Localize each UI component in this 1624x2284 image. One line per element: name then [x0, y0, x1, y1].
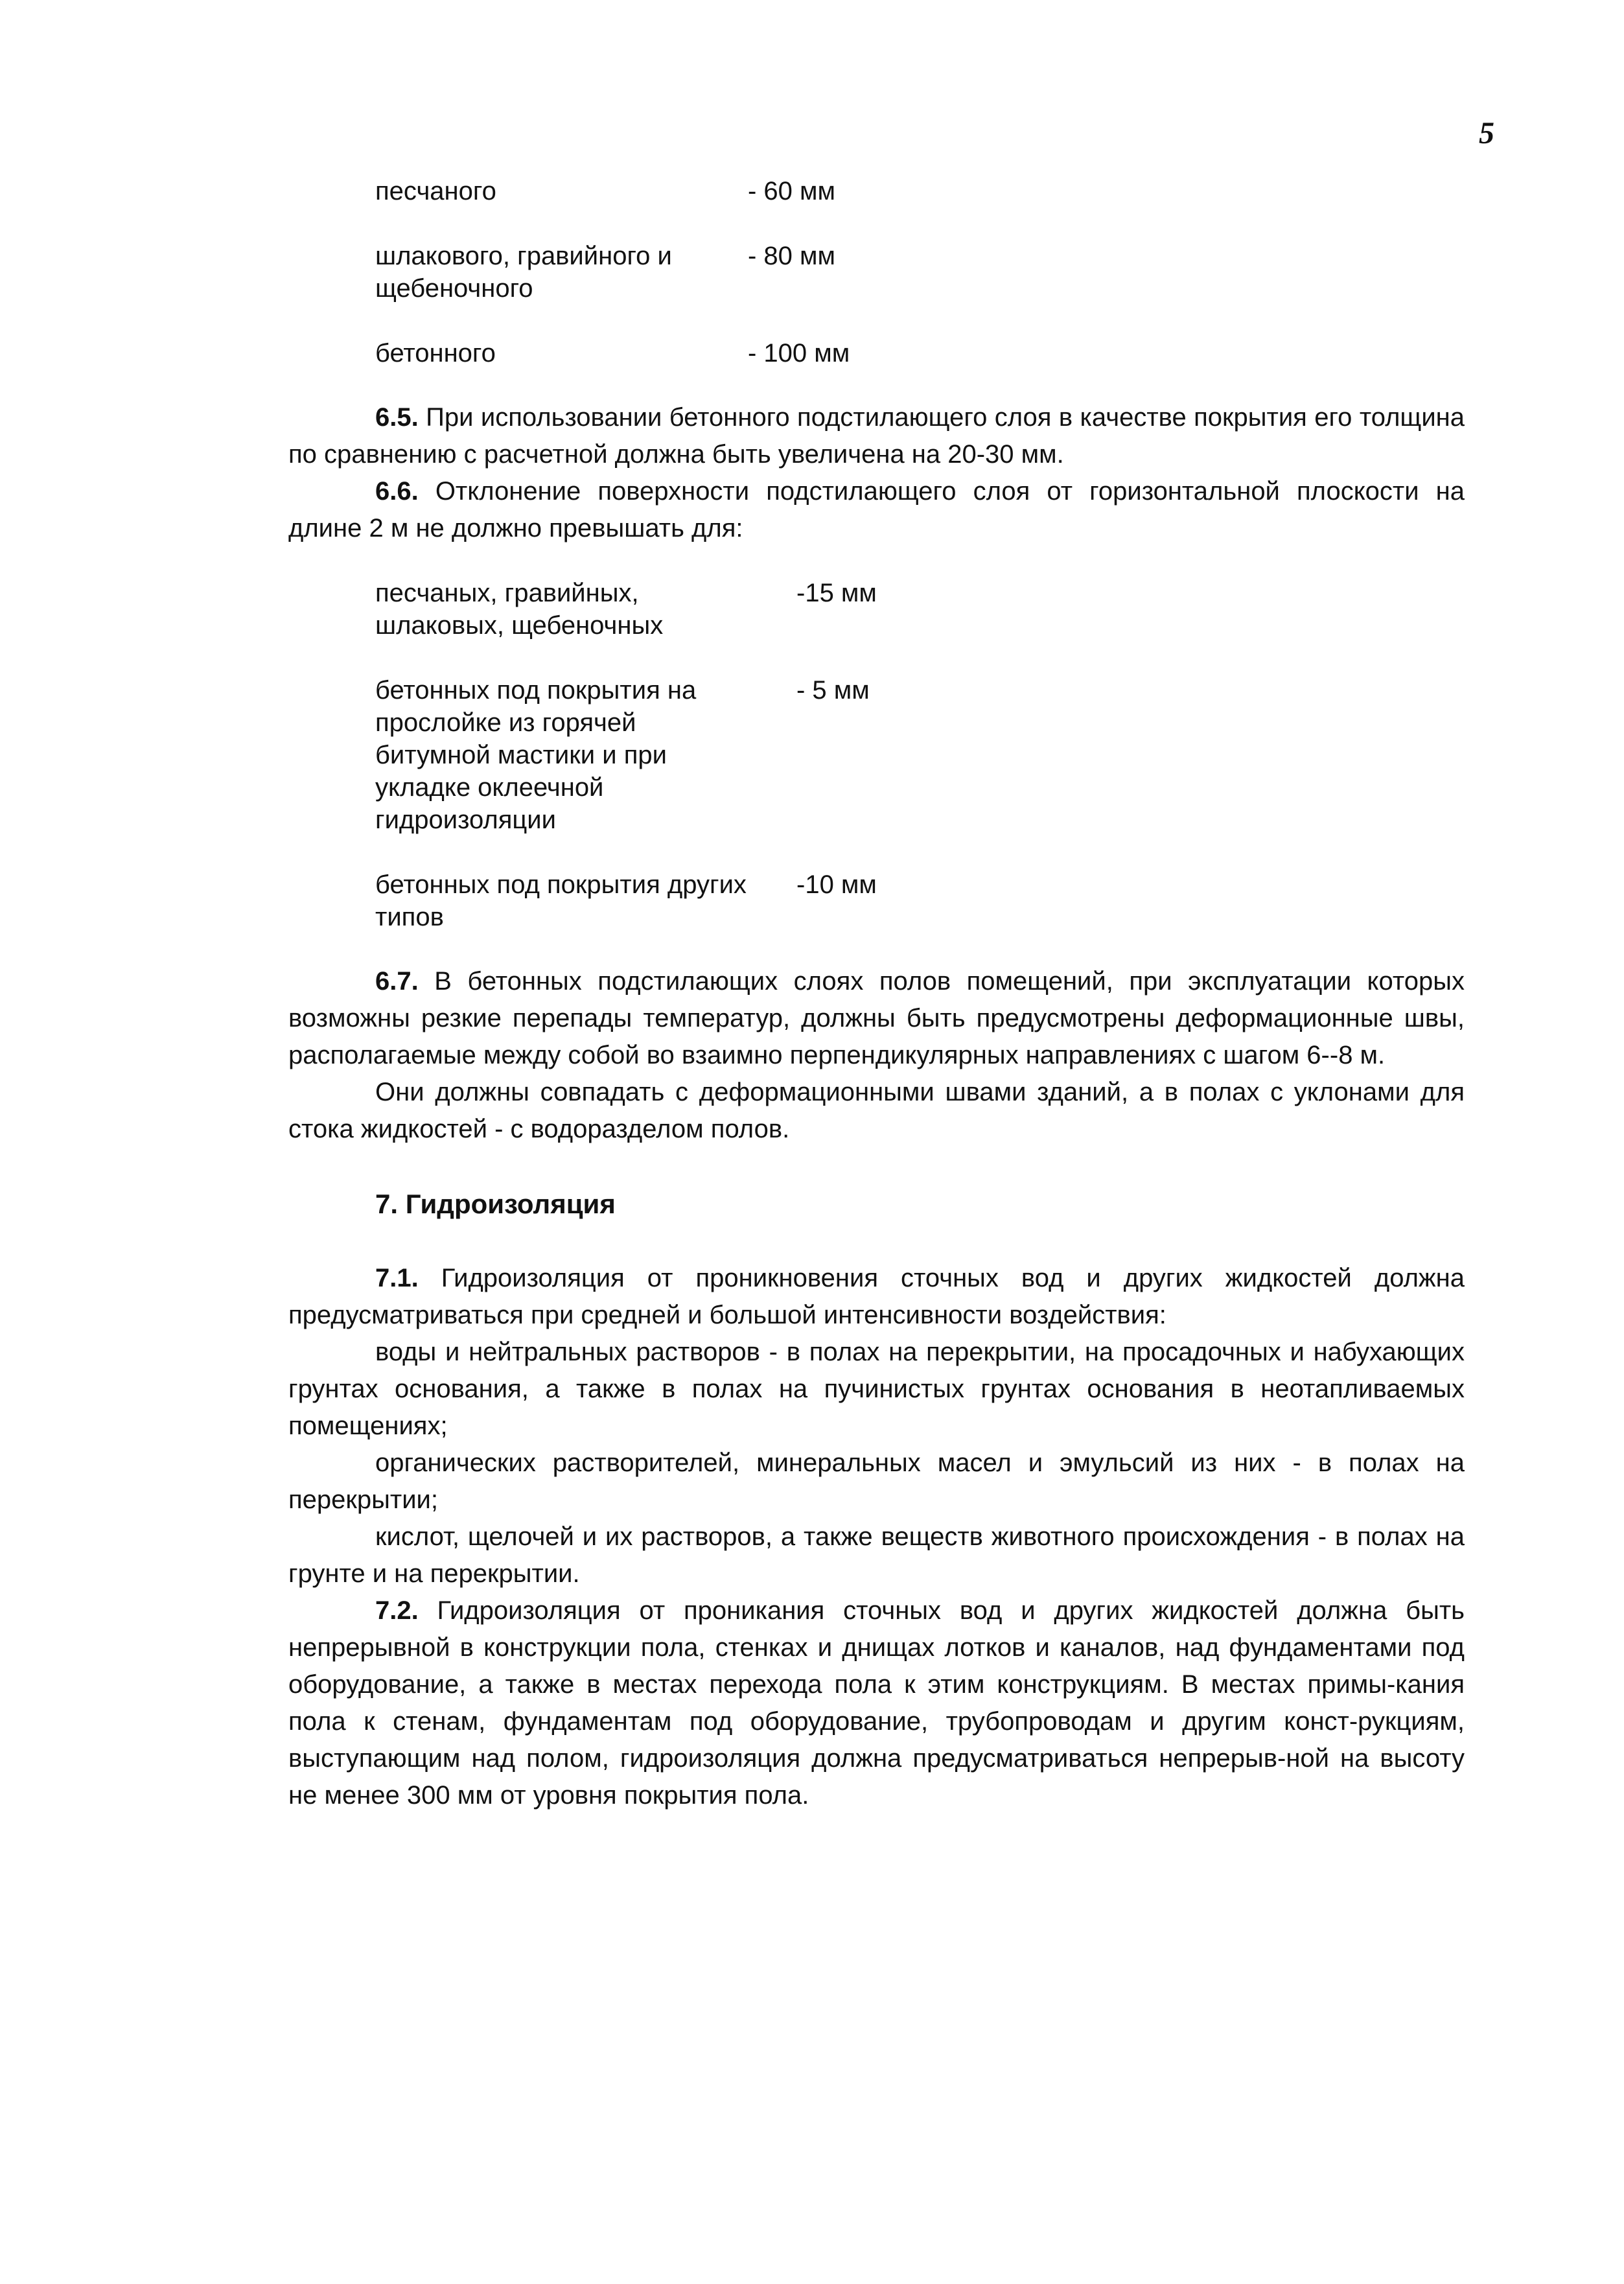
paragraph-6-6 [288, 473, 1465, 547]
clause-number: 7.2. [375, 1596, 419, 1625]
paragraph-6-7-continuation: Они должны совпадать с деформационными швами зданий, а в полах с уклонами для стока жидкостей - с водоразделом полов. [288, 1078, 1465, 1143]
paragraph-7-1-water: воды и нейтральных растворов - в полах на перекрытии, на просадочных и набухающих грунтах основания, а также в полах на пучинистых грунтах основания в неотапливаемых помещениях; [288, 1338, 1465, 1440]
list-item-value: - 5 мм [796, 676, 870, 705]
list-item-label: песчаного [375, 177, 496, 205]
section-title: 7. Гидроизоляция [375, 1189, 616, 1219]
clause-text: При использовании бетонного подстилающего слоя в качестве покрытия его толщина по сравнению с расчетной должна быть увеличена на 20-30 мм. [288, 403, 1465, 469]
paragraph-7-2 [288, 1592, 1465, 1814]
clause-number: 6.5. [375, 403, 419, 432]
clause-number: 6.6. [375, 477, 419, 506]
list-item [375, 337, 850, 369]
list-item-label: песчаных, гравийных, шлаковых, щебеночных [375, 579, 664, 640]
deviation-list [375, 577, 877, 933]
paragraph-6-7 [288, 963, 1465, 1074]
list-item-label: бетонного [375, 339, 496, 367]
list-item-label: бетонных под покрытия на прослойке из горячей битумной мастики и при укладке оклеечной гидроизоляции [375, 676, 697, 834]
clause-text: В бетонных подстилающих слоях полов помещений, при эксплуатации которых возможны резкие перепады температур, должны быть предусмотрены деформационные швы, располагаемые между собой во взаимно перпендикулярных направлениях с шагом 6--8 м. [288, 967, 1465, 1069]
list-item-value: - 80 мм [748, 242, 836, 270]
clause-text: Отклонение поверхности подстилающего слоя от горизонтальной плоскости на длине 2 м не должно превышать для: [288, 477, 1465, 542]
clause-text: Гидроизоляция от проникания сточных вод и других жидкостей должна быть непрерывной в конструкции пола, стенках и днищах лотков и каналов, над фундаментами под оборудование, а также в местах перехода пола к этим конструкциям. В местах примы-кания пола к стенам, фундаментам под оборудование, трубопроводам и другим конст-рукциям, выступающим над полом, гидроизоляция должна предусматриваться непрерыв-ной на высоту не менее 300 мм от уровня покрытия пола. [288, 1596, 1465, 1810]
clause-text: Гидроизоляция от проникновения сточных вод и других жидкостей должна предусматриваться при средней и большой интенсивности воздействия: [288, 1264, 1465, 1329]
thickness-list [375, 175, 850, 369]
list-item [375, 577, 877, 642]
list-item-value: - 60 мм [748, 177, 836, 205]
clause-number: 6.7. [375, 967, 419, 996]
list-item-value: - 100 мм [748, 339, 850, 367]
paragraph-7-1-solvents: органических растворителей, минеральных масел и эмульсий из них - в полах на перекрытии; [288, 1449, 1465, 1514]
list-item [375, 674, 877, 836]
page-number: 5 [1479, 116, 1494, 150]
list-item-value: -10 мм [796, 870, 877, 899]
list-item [375, 175, 850, 207]
clause-number: 7.1. [375, 1264, 419, 1292]
list-item-label: шлакового, гравийного и щебеночного [375, 242, 672, 303]
paragraph-6-5 [288, 399, 1465, 473]
list-item [375, 240, 850, 305]
paragraph-7-1-acids: кислот, щелочей и их растворов, а также веществ животного происхождения - в полах на грунте и на перекрытии. [288, 1522, 1465, 1588]
list-item-label: бетонных под покрытия других типов [375, 870, 747, 931]
document-body [288, 175, 1465, 1814]
list-item-value: -15 мм [796, 579, 877, 607]
list-item [375, 868, 877, 933]
paragraph-7-1 [288, 1260, 1465, 1334]
